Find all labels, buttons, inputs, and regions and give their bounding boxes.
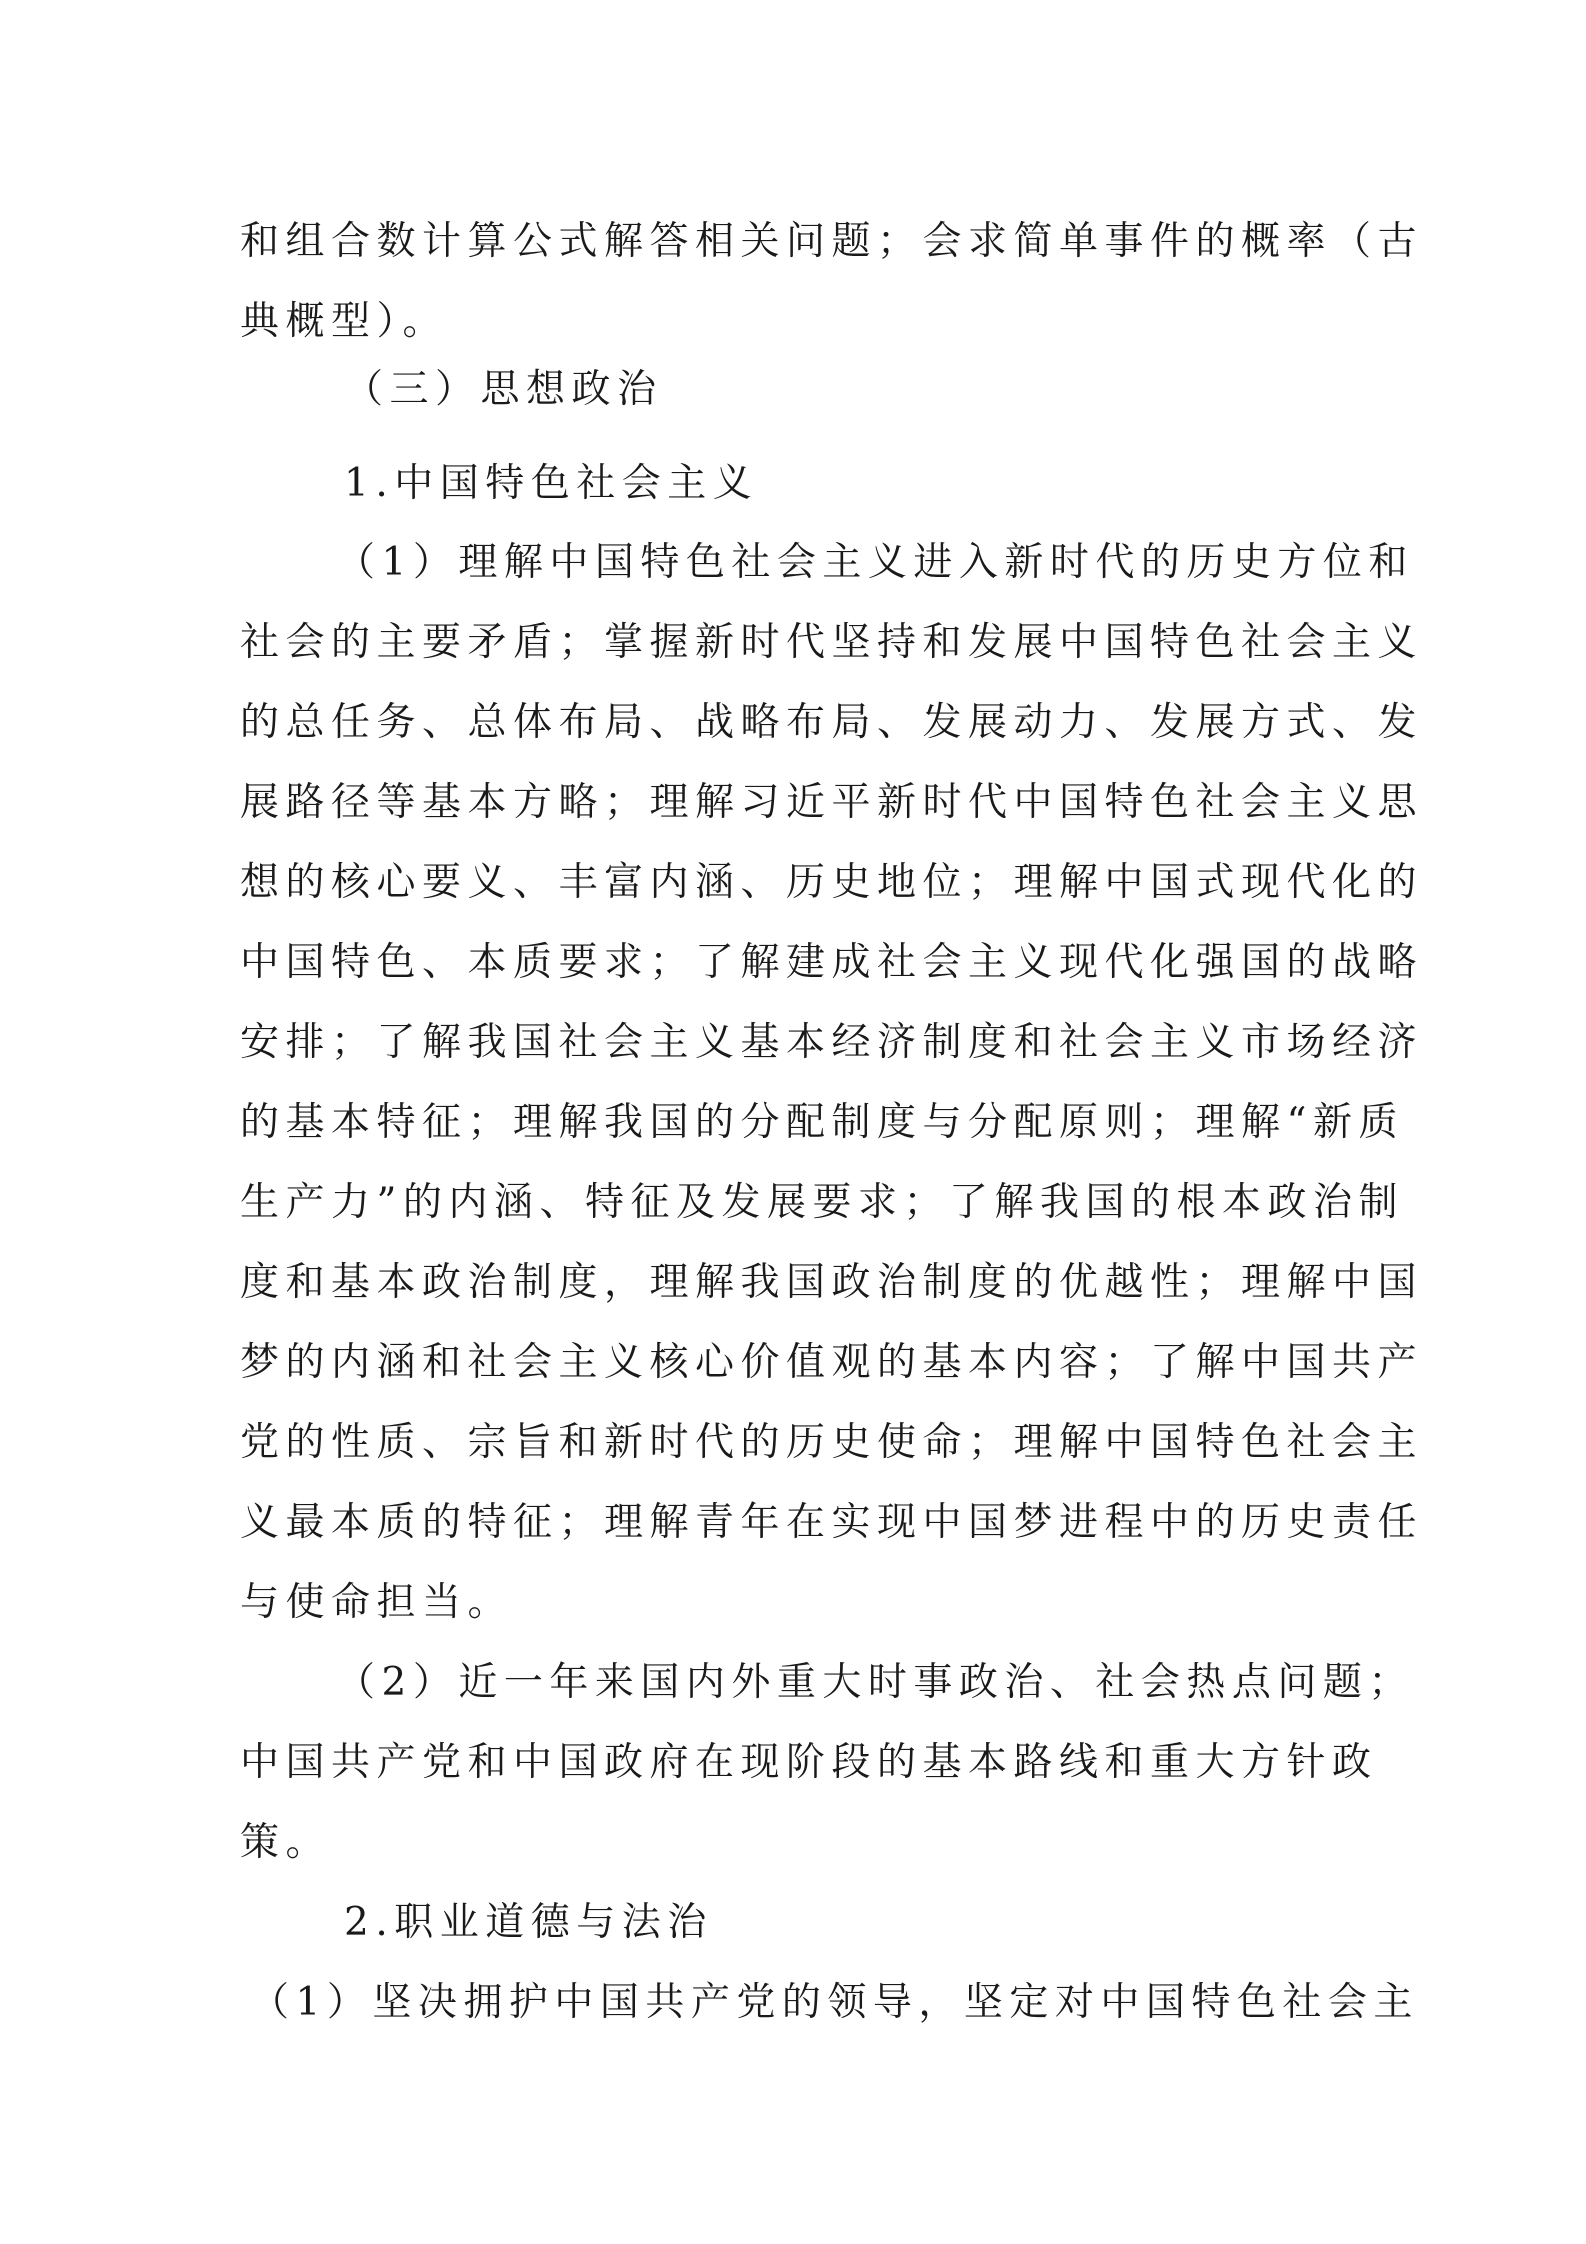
text-line: 的总任务、总体布局、战略布局、发展动力、发展方式、发 — [240, 700, 1424, 745]
text-line: （1）坚决拥护中国共产党的领导，坚定对中国特色社会主 — [250, 1980, 1419, 2025]
text-line: 想的核心要义、丰富内涵、历史地位；理解中国式现代化的 — [240, 860, 1424, 905]
text-line: 义最本质的特征；理解青年在实现中国梦进程中的历史责任 — [240, 1500, 1424, 1545]
text-line: 的基本特征；理解我国的分配制度与分配原则；理解“新质 — [240, 1100, 1404, 1145]
text-line: 中国特色、本质要求；了解建成社会主义现代化强国的战略 — [240, 940, 1424, 985]
text-line: 与使命担当。 — [240, 1580, 514, 1625]
text-line: 党的性质、宗旨和新时代的历史使命；理解中国特色社会主 — [240, 1420, 1424, 1465]
text-line: 典概型）。 — [240, 299, 449, 344]
text-line: （2）近一年来国内外重大时事政治、社会热点问题； — [336, 1660, 1414, 1705]
section-heading: （三）思想政治 — [344, 367, 663, 412]
text-line: 展路径等基本方略；理解习近平新时代中国特色社会主义思 — [240, 780, 1424, 825]
text-line: 度和基本政治制度，理解我国政治制度的优越性；理解中国 — [240, 1260, 1424, 1305]
subsection-heading: 1.中国特色社会主义 — [344, 461, 759, 506]
text-line: 和组合数计算公式解答相关问题；会求简单事件的概率（古 — [240, 219, 1424, 264]
text-line: 安排；了解我国社会主义基本经济制度和社会主义市场经济 — [240, 1020, 1424, 1065]
text-line: 梦的内涵和社会主义核心价值观的基本内容；了解中国共产 — [240, 1340, 1424, 1385]
text-line: 中国共产党和中国政府在现阶段的基本路线和重大方针政 — [240, 1740, 1378, 1785]
text-line: 社会的主要矛盾；掌握新时代坚持和发展中国特色社会主义 — [240, 620, 1424, 665]
subsection-heading: 2.职业道德与法治 — [344, 1900, 713, 1945]
text-line: 策。 — [240, 1820, 332, 1865]
text-line: （1）理解中国特色社会主义进入新时代的历史方位和 — [336, 540, 1414, 585]
text-line: 生产力”的内涵、特征及发展要求；了解我国的根本政治制 — [240, 1180, 1404, 1225]
